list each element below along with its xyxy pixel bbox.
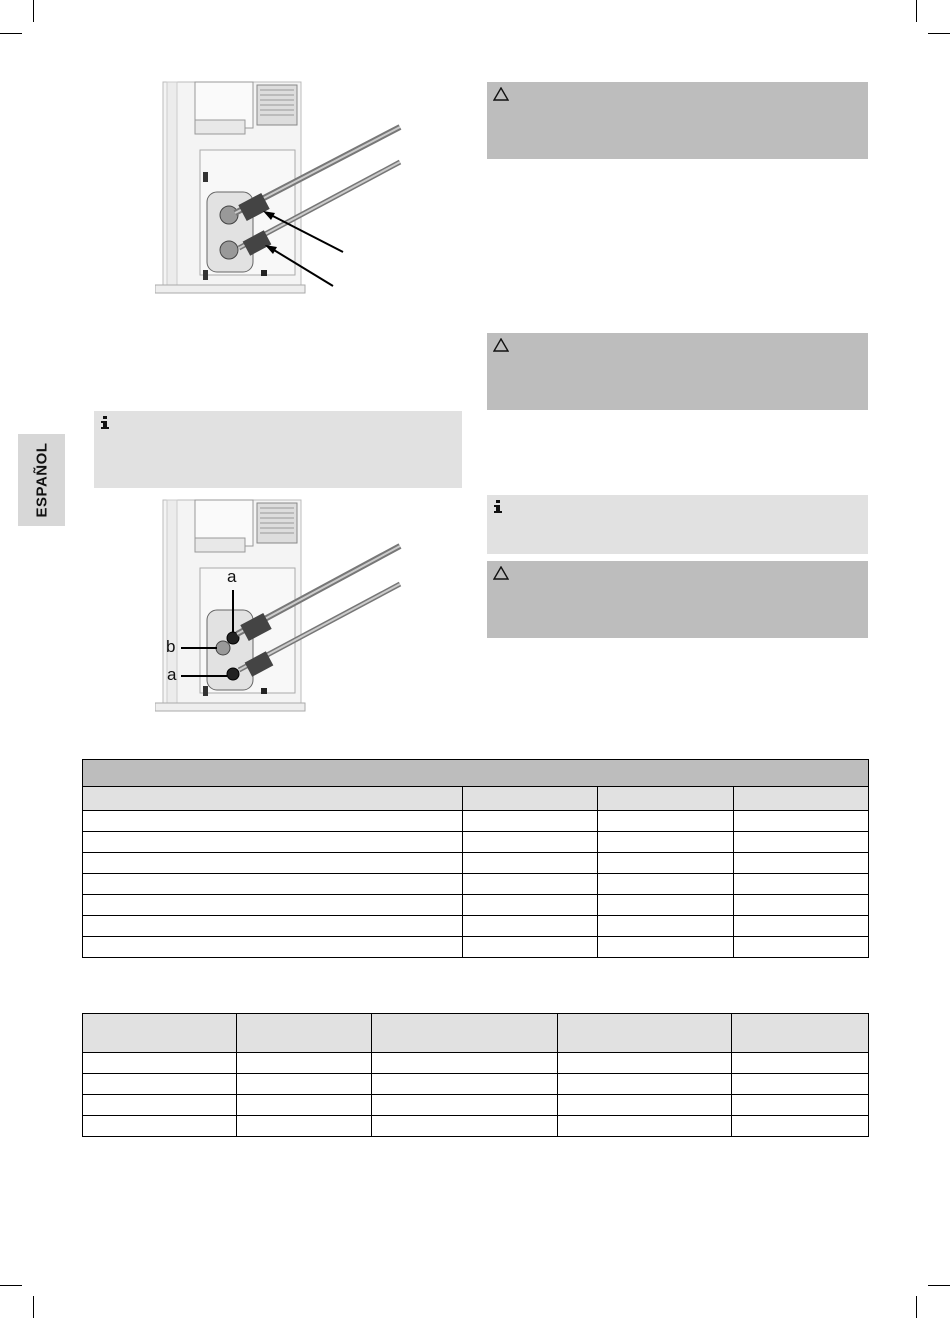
crop-mark — [916, 1296, 917, 1318]
warning-triangle-icon — [493, 566, 509, 580]
label-valve-b: b — [166, 637, 176, 656]
table-cell — [83, 895, 463, 916]
info-box-2 — [487, 495, 868, 554]
warning-triangle-icon — [493, 87, 509, 101]
table-cell — [734, 811, 869, 832]
table-cell — [237, 1053, 372, 1074]
table-cell — [372, 1116, 558, 1137]
table-cell — [83, 1053, 237, 1074]
table-cell — [237, 1074, 372, 1095]
table-cell — [734, 853, 869, 874]
table-cell — [237, 1116, 372, 1137]
crop-mark — [916, 0, 917, 22]
table-header-cell — [734, 787, 869, 811]
figure-outdoor-unit-bottom — [155, 498, 405, 713]
outdoor-unit-illustration — [155, 80, 405, 295]
table-cell — [83, 1116, 237, 1137]
table-row — [83, 1116, 869, 1137]
table-cell — [463, 895, 598, 916]
table-cell — [463, 937, 598, 958]
language-tab — [18, 434, 65, 526]
table-cell — [598, 874, 734, 895]
table-cell — [83, 832, 463, 853]
table-cell — [732, 1074, 869, 1095]
table-title-row — [83, 760, 869, 787]
table-cell — [732, 1095, 869, 1116]
table-row — [83, 1074, 869, 1095]
crop-mark — [928, 33, 950, 34]
table-header-cell — [372, 1014, 558, 1053]
table-row — [83, 916, 869, 937]
table-cell — [734, 916, 869, 937]
table-cell — [463, 832, 598, 853]
spec-table-1 — [82, 759, 869, 958]
table-cell — [598, 895, 734, 916]
table-row — [83, 874, 869, 895]
figure-outdoor-unit-top — [155, 80, 405, 295]
table-cell — [83, 874, 463, 895]
table-cell — [237, 1095, 372, 1116]
outdoor-unit-illustration-labeled — [155, 498, 405, 713]
info-icon — [493, 500, 503, 514]
table-cell — [734, 937, 869, 958]
table-cell — [463, 811, 598, 832]
table-cell — [598, 937, 734, 958]
label-valve-a-bottom: a — [167, 665, 177, 684]
table-cell — [598, 916, 734, 937]
table-cell — [372, 1053, 558, 1074]
crop-mark — [928, 1285, 950, 1286]
info-icon — [100, 416, 110, 430]
table-cell — [83, 811, 463, 832]
table-cell — [463, 874, 598, 895]
info-box-1 — [94, 411, 462, 488]
table-cell — [734, 832, 869, 853]
table-cell — [598, 853, 734, 874]
table-cell — [372, 1074, 558, 1095]
table-cell — [83, 853, 463, 874]
table-cell — [558, 1095, 732, 1116]
table-title-cell — [83, 760, 869, 787]
table-header-cell — [237, 1014, 372, 1053]
table-cell — [598, 811, 734, 832]
table-row — [83, 895, 869, 916]
table-cell — [734, 874, 869, 895]
table-cell — [83, 937, 463, 958]
warning-triangle-icon — [493, 338, 509, 352]
table-header-cell — [83, 787, 463, 811]
table-cell — [83, 916, 463, 937]
language-label: ESPAÑOL — [33, 442, 50, 518]
table-cell — [372, 1095, 558, 1116]
table-row — [83, 853, 869, 874]
warning-box-2 — [487, 333, 868, 410]
table-cell — [558, 1074, 732, 1095]
crop-mark — [0, 1285, 22, 1286]
table-cell — [463, 916, 598, 937]
table-cell — [463, 853, 598, 874]
crop-mark — [33, 0, 34, 22]
table-row — [83, 832, 869, 853]
table-cell — [732, 1116, 869, 1137]
table-cell — [598, 832, 734, 853]
table-row — [83, 811, 869, 832]
warning-box-1 — [487, 82, 868, 159]
table-row — [83, 937, 869, 958]
table-cell — [83, 1095, 237, 1116]
table-header-cell — [558, 1014, 732, 1053]
table-cell — [558, 1053, 732, 1074]
label-valve-a-top: a — [227, 567, 237, 586]
table-header-cell — [732, 1014, 869, 1053]
table-row — [83, 1053, 869, 1074]
crop-mark — [0, 33, 22, 34]
table-cell — [558, 1116, 732, 1137]
crop-mark — [33, 1296, 34, 1318]
table-header-cell — [463, 787, 598, 811]
table-header-cell — [83, 1014, 237, 1053]
table-header-row — [83, 787, 869, 811]
table-header-row — [83, 1014, 869, 1053]
table-cell — [732, 1053, 869, 1074]
table-cell — [83, 1074, 237, 1095]
warning-box-3 — [487, 561, 868, 638]
spec-table-2 — [82, 1013, 869, 1137]
table-row — [83, 1095, 869, 1116]
table-header-cell — [598, 787, 734, 811]
table-cell — [734, 895, 869, 916]
